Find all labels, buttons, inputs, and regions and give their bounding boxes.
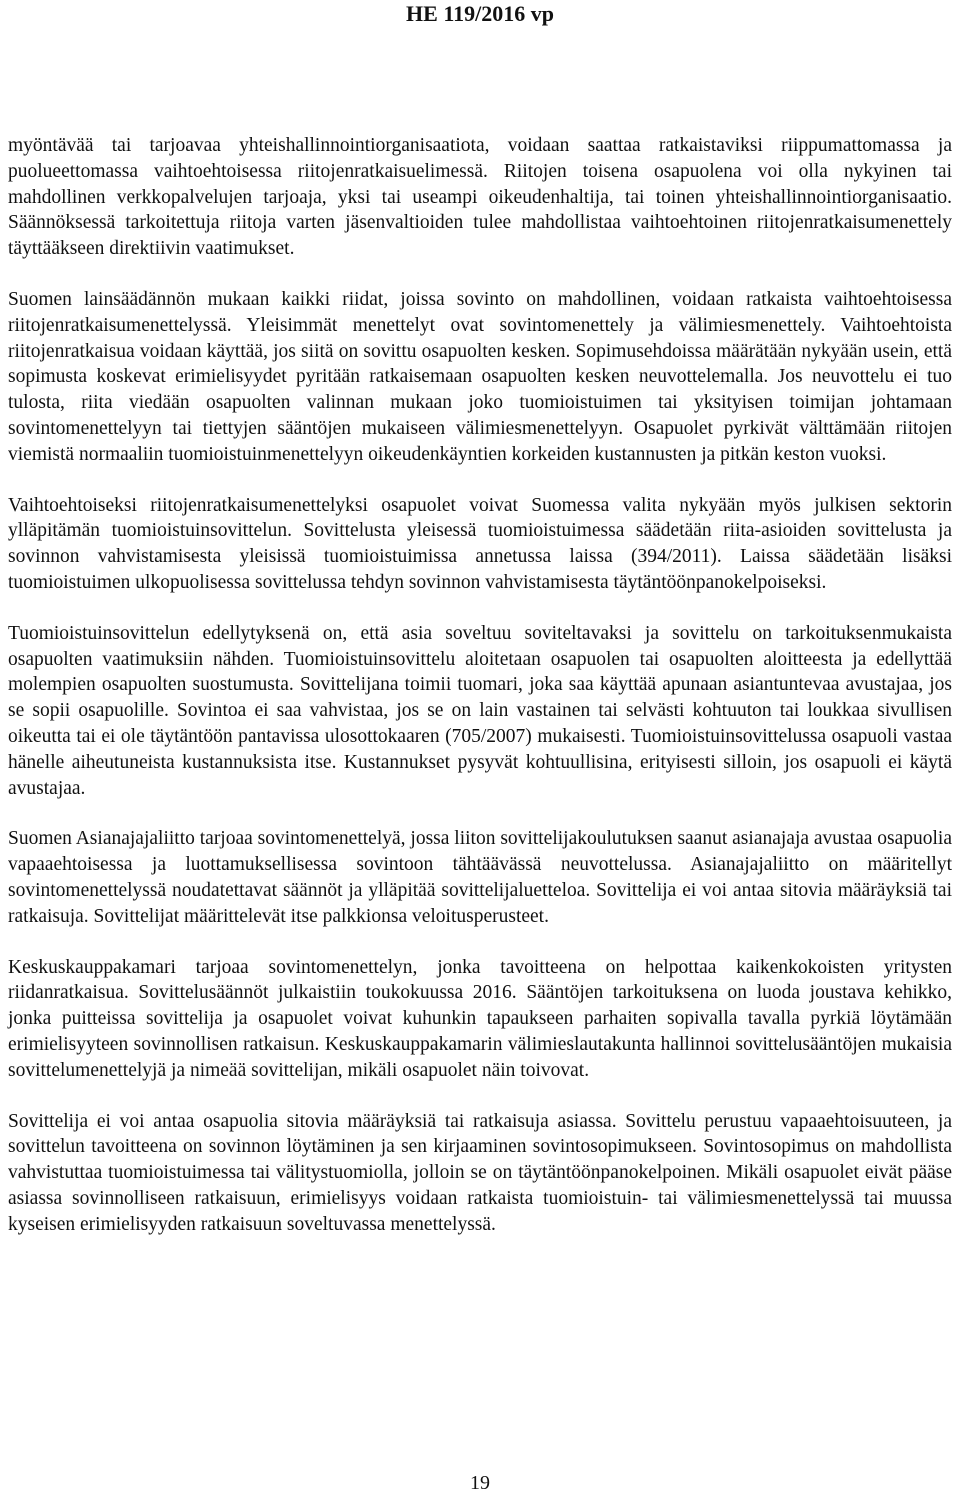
page-number: 19 [470,1472,490,1494]
paragraph-5: Suomen Asianajajaliitto tarjoaa sovintomenettelyä, jossa liiton sovittelijakoulutuksen saanut asianajaja avustaa osapuolia vapaaehtoisessa ja luottamuksellisessa sovintoon tähtäävässä neuvottelussa. Asianajajaliitto on määritellyt sovintomenettelyssä noudatettavat säännöt ja ylläpitää sovittelijaluetteloa. Sovittelija ei voi antaa sitovia määräyksiä tai ratkaisuja. Sovittelijat määrittelevät itse palkkionsa veloitusperusteet. [8,828,952,927]
document-body [8,133,952,1262]
paragraph-2: Suomen lainsäädännön mukaan kaikki riidat, joissa sovinto on mahdollinen, voidaan ratkaista vaihtoehtoisessa riitojenratkaisumenettelyssä. Yleisimmät menettelyt ovat sovintomenettely ja välimiesmenettely. Vaihtoehtoista riitojenratkaisua voidaan käyttää, jos siitä on sovittu osapuolten kesken. Sopimusehdoissa määrätään nykyään usein, että sopimusta koskevat erimielisyydet pyritään ratkaisemaan osapuolten kesken neuvottelemalla. Jos neuvottelu ei tuo tulosta, riita viedään osapuolten valinnan mukaan joko tuomioistuimen tai yksityisen toimijan johtamaan sovintomenettelyyn tai tiettyjen sääntöjen mukaiseen välimiesmenettelyyn. Osapuolet pyrkivät välttämään riitojen viemistä normaaliin tuomioistuinmenettelyyn oikeudenkäyntien korkeiden kustannusten ja pitkän keston vuoksi. [8,288,952,465]
paragraph-7: Sovittelija ei voi antaa osapuolia sitovia määräyksiä tai ratkaisuja asiassa. Sovittelu perustuu vapaaehtoisuuteen, ja sovittelun tavoitteena on sovinnon löytäminen ja sen kirjaaminen sovintosopimukseen. Sovintosopimus on mahdollista vahvistuttaa tuomioistuimessa tai välitystuomiolla, jolloin se on täytäntöönpanokelpoinen. Mikäli osapuolet eivät pääse asiassa sovinnolliseen ratkaisuun, erimielisyys voidaan ratkaista tuomioistuin- tai välimiesmenettelyssä tai muussa kyseisen erimielisyyden ratkaisuun soveltuvassa menettelyssä. [8,1110,952,1235]
paragraph-1: myöntävää tai tarjoavaa yhteishallinnointiorganisaatiota, voidaan saattaa ratkaistaviksi riippumattomassa ja puolueettomassa vaihtoehtoisessa riitojenratkaisuelimessä. Riitojen toisena osapuolena voi olla nykyinen tai mahdollinen verkkopalvelujen tarjoaja, yksi tai useampi oikeudenhaltija, tai toinen yhteishallinnointiorganisaatio. Säännöksessä tarkoitettuja riitoja varten jäsenvaltioiden tulee mahdollistaa vaihtoehtoinen riitojenratkaisumenettely täyttääkseen direktiivin vaatimukset. [8,135,952,260]
document-header: HE 119/2016 vp [406,1,554,26]
paragraph-4: Tuomioistuinsovittelun edellytyksenä on, että asia soveltuu soviteltavaksi ja sovittelu on tarkoituksenmukaista osapuolten vaatimuksiin nähden. Tuomioistuinsovittelu aloitetaan osapuolen tai osapuolten aloitteesta ja edellyttää molempien osapuolten suostumusta. Sovittelijana toimii tuomari, joka saa käyttää apunaan asiantuntevaa avustajaa, jos se sopii osapuolille. Sovintoa ei saa vahvistaa, jos se on lain vastainen tai selvästi kohtuuton tai loukkaa sivullisen oikeutta tai ei ole täytäntöön pantavissa ulosottokaaren (705/2007) mukaisesti. Tuomioistuinsovittelussa osapuoli vastaa hänelle aiheutuneista kustannuksista itse. Kustannukset pysyvät kohtuullisina, erityisesti silloin, jos osapuoli ei käytä avustajaa. [8,622,952,799]
paragraph-3: Vaihtoehtoiseksi riitojenratkaisumenettelyksi osapuolet voivat Suomessa valita nykyään myös julkisen sektorin ylläpitämän tuomioistuinsovittelun. Sovittelusta yleisessä tuomioistuimessa säädetään riita-asioiden sovittelusta ja sovinnon vahvistamisesta yleisissä tuomioistuimissa annetussa laissa (394/2011). Laissa säädetään lisäksi tuomioistuimen ulkopuolisessa sovittelussa tehdyn sovinnon vahvistamisesta täytäntöönpanokelpoiseksi. [8,494,952,593]
paragraph-6: Keskuskauppakamari tarjoaa sovintomenettelyn, jonka tavoitteena on helpottaa kaikenkokoisten yritysten riidanratkaisua. Sovittelusäännöt julkaistiin toukokuussa 2016. Sääntöjen tarkoituksena on luoda joustava kehikko, jonka puitteissa sovittelija ja osapuolet voivat kuhunkin tapaukseen parhaiten sopivalla tavalla pyrkiä löytämään erimielisyyteen sovinnollisen ratkaisun. Keskuskauppakamarin välimieslautakunta hallinnoi sovittelusääntöjen mukaisia sovittelumenettelyjä ja nimeää sovittelijan, mikäli osapuolet näin toivovat. [8,956,952,1081]
